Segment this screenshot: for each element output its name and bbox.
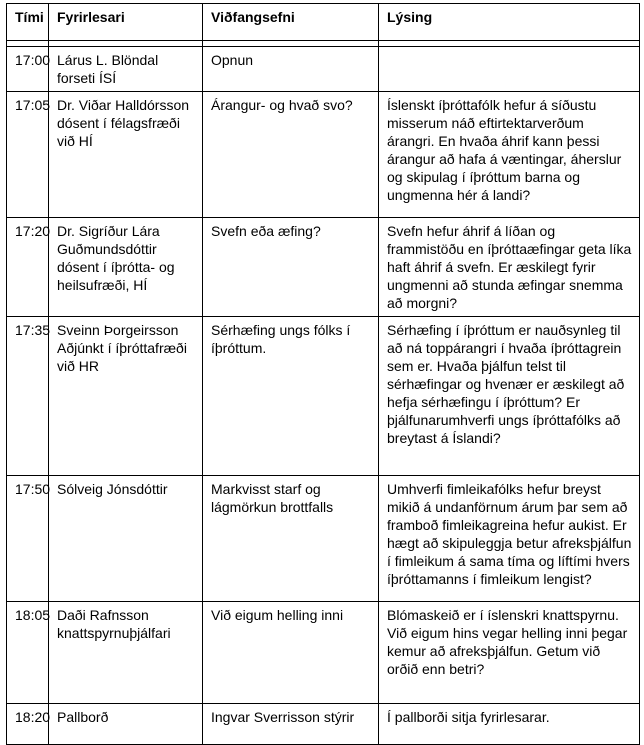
time-cell: 17:05 <box>7 92 49 218</box>
time-cell: 17:35 <box>7 317 49 476</box>
table-row <box>7 317 640 476</box>
description-cell: Sérhæfing í íþróttum er nauðsynleg til að ná toppárangri í hvaða íþróttagrein sem er. Hvaða þjálfun telst til sérhæfingar og hvenær er æskilegt að hefja sérhæfingu í íþróttum? Er þjálfunarumhverfi ungs íþróttafólks að breytast á Íslandi? <box>379 317 640 476</box>
time-cell: 18:05 <box>7 602 49 704</box>
table-row <box>7 92 640 218</box>
speaker-cell: Lárus L. Blöndal forseti ÍSÍ <box>49 47 203 92</box>
time-cell: 17:20 <box>7 218 49 317</box>
header-time: Tími <box>7 4 49 41</box>
speaker-cell: Daði Rafnsson knattspyrnuþjálfari <box>49 602 203 704</box>
time-cell: 17:00 <box>7 47 49 92</box>
header-topic: Viðfangsefni <box>203 4 379 41</box>
table-row <box>7 704 640 745</box>
description-cell: Í pallborði sitja fyrirlesarar. <box>379 704 640 745</box>
header-row <box>7 4 640 41</box>
topic-cell: Svefn eða æfing? <box>203 218 379 317</box>
speaker-cell: Sólveig Jónsdóttir <box>49 476 203 602</box>
topic-cell: Markvisst starf og lágmörkun brottfalls <box>203 476 379 602</box>
speaker-cell: Dr. Sigríður Lára Guðmundsdóttir dósent í íþrótta- og heilsufræði, HÍ <box>49 218 203 317</box>
speaker-cell: Sveinn Þorgeirsson Aðjúnkt í íþróttafræði við HR <box>49 317 203 476</box>
speaker-cell: Dr. Viðar Halldórsson dósent í félagsfræði við HÍ <box>49 92 203 218</box>
description-cell: Íslenskt íþróttafólk hefur á síðustu misserum náð eftirtektarverðum árangri. En hvaða áhrif kann þessi árangur að hafa á væntingar, áherslur og skipulag í íþróttum barna og ungmenna hér á landi? <box>379 92 640 218</box>
table-row <box>7 476 640 602</box>
topic-cell: Opnun <box>203 47 379 92</box>
description-cell <box>379 47 640 92</box>
description-cell: Umhverfi fimleikafólks hefur breyst mikið á undanförnum árum þar sem að framboð fimleikagreina hefur aukist. Er hægt að skipuleggja betur afreksþjálfun í fimleikum á sama tíma og líftími hvers íþróttamanns í fimleikum lengist? <box>379 476 640 602</box>
topic-cell: Við eigum helling inni <box>203 602 379 704</box>
topic-cell: Sérhæfing ungs fólks í íþróttum. <box>203 317 379 476</box>
topic-cell: Árangur- og hvað svo? <box>203 92 379 218</box>
topic-cell: Ingvar Sverrisson stýrir <box>203 704 379 745</box>
description-cell: Svefn hefur áhrif á líðan og frammistöðu en íþróttaæfingar geta líka haft áhrif á svefn. Er æskilegt fyrir ungmenni að stunda æfingar snemma að morgni? <box>379 218 640 317</box>
time-cell: 18:20 <box>7 704 49 745</box>
schedule-table <box>6 3 640 745</box>
table-row <box>7 602 640 704</box>
table-row <box>7 47 640 92</box>
header-speaker: Fyrirlesari <box>49 4 203 41</box>
header-description: Lýsing <box>379 4 640 41</box>
description-cell: Blómaskeið er í íslenskri knattspyrnu. Við eigum hins vegar helling inni þegar kemur að afreksþjálfun. Getum við orðið enn betri? <box>379 602 640 704</box>
table-row <box>7 218 640 317</box>
speaker-cell: Pallborð <box>49 704 203 745</box>
time-cell: 17:50 <box>7 476 49 602</box>
